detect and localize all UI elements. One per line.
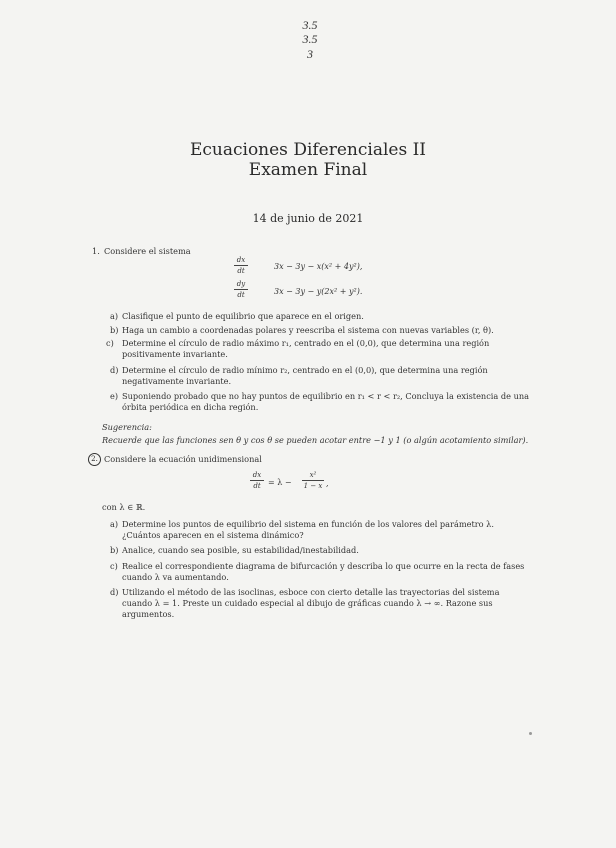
eq2-derivative (234, 280, 248, 299)
p2-item-a-text: Determine los puntos de equilibrio del sistema en función de los valores del parámetro λ. ¿Cuántos aparecen en el sistema dinámico? (122, 519, 494, 540)
p1-item-b-text: Haga un cambio a coordenadas polares y reescriba el sistema con nuevas variables (r, θ). (122, 325, 494, 335)
problem-1-intro: Considere el sistema (104, 246, 191, 256)
p2-eq-den: dt (253, 482, 261, 490)
hint-title: Sugerencia: (102, 422, 152, 432)
p2-eq-fraction (302, 471, 324, 490)
hint-text: Recuerde que las funciones sen θ y cos θ se pueden acotar entre −1 y 1 (o algún acotamiento similar). (102, 435, 529, 445)
p2-param: con λ ∈ ℝ. (102, 502, 146, 512)
exam-date: 14 de junio de 2021 (252, 212, 364, 225)
course-title: Ecuaciones Diferenciales II (189, 140, 427, 160)
p2-item-a-label: a) (110, 519, 119, 529)
problem-1-number: 1. (92, 246, 100, 256)
p2-derivative (250, 471, 264, 490)
p1-item-e-text: Suponiendo probado que no hay puntos de equilibrio en r₁ < r < r₂, Concluya la existencia de una órbita periódica en dicha región. (122, 391, 530, 412)
p1-item-e-label: e) (110, 391, 119, 401)
exam-title: Examen Final (248, 160, 368, 180)
p1-item-c-label: c) (106, 338, 114, 348)
handwritten-grade-1: 3.5 (302, 18, 318, 32)
p2-item-c-text: Realice el correspondiente diagrama de bifurcación y describa lo que ocurre en la recta de fases cuando λ va aumentando. (122, 561, 525, 582)
p1-item-c-text: Determine el círculo de radio máximo r₁, centrado en el (0,0), que determina una región positivamente invariante. (122, 338, 490, 359)
p1-item-d-text: Determine el círculo de radio mínimo r₂, centrado en el (0,0), que determina una región negativamente invariante. (122, 365, 488, 386)
p2-frac-num: x² (309, 471, 317, 479)
p2-item-d-label: d) (110, 587, 119, 597)
p2-item-c-label: c) (110, 561, 118, 571)
p2-eq-num: dx (252, 471, 262, 479)
p1-item-b-label: b) (110, 325, 119, 335)
problem-2-intro: Considere la ecuación unidimensional (104, 454, 262, 464)
eq1-num: dx (236, 256, 246, 264)
eq2-rhs: 3x − 3y − y(2x² + y²). (274, 287, 363, 296)
paper-speck (529, 732, 532, 735)
p2-eq-pre: = λ − (268, 478, 292, 487)
problem-2-number: 2. (88, 453, 101, 466)
p2-eq-end: , (326, 479, 329, 488)
handwritten-grade-3: 3 (307, 47, 313, 61)
p2-item-b-text: Analice, cuando sea posible, su estabilidad/inestabilidad. (122, 545, 359, 555)
p2-item-b-label: b) (110, 545, 119, 555)
p1-item-a-text: Clasifique el punto de equilibrio que aparece en el origen. (122, 311, 364, 321)
eq1-den: dt (237, 267, 245, 275)
eq1-rhs: 3x − 3y − x(x² + 4y²), (274, 262, 363, 271)
p1-item-a-label: a) (110, 311, 119, 321)
p2-frac-den: 1 − x (303, 482, 323, 490)
eq2-den: dt (237, 291, 245, 299)
handwritten-grade-2: 3.5 (302, 32, 318, 46)
p1-item-d-label: d) (110, 365, 119, 375)
p2-item-d-text: Utilizando el método de las isoclinas, esboce con cierto detalle las trayectorias del sistema cuando λ = 1. Preste un cuidado especial al dibujo de gráficas cuando λ → ∞. Razone sus argumentos. (122, 587, 500, 619)
eq2-num: dy (236, 280, 246, 288)
eq1-derivative (234, 256, 248, 275)
